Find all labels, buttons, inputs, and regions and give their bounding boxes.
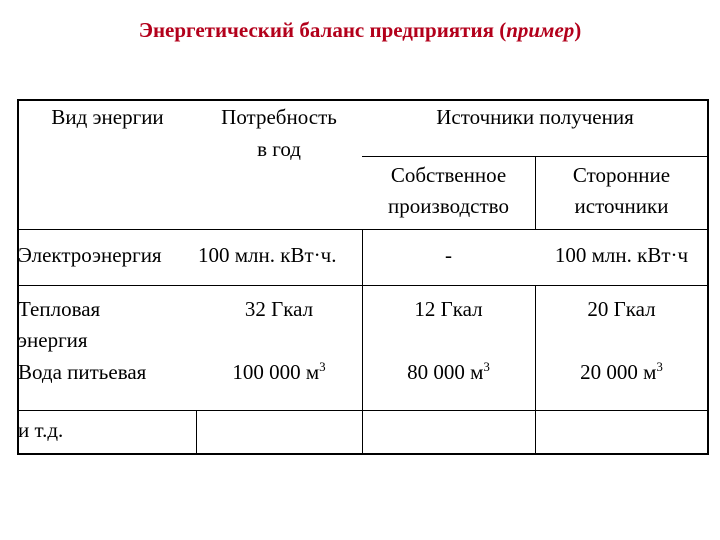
header-sources: Источники получения — [436, 105, 634, 129]
row-water-external — [535, 357, 708, 388]
table-border-right — [707, 99, 709, 455]
header-own-line2: производство — [388, 194, 509, 218]
header-own-line1: Собственное — [390, 163, 507, 187]
unit-exponent: 3 — [319, 359, 326, 374]
row-water-demand-value: 100 000 м — [232, 360, 320, 384]
row-heat-external: 20 Гкал — [587, 297, 656, 321]
row-water-demand — [196, 357, 362, 388]
row-water-own-value: 80 000 м — [407, 360, 484, 384]
row-heat-type-line1: Тепловая — [18, 297, 101, 321]
table-rule-row3-bottom — [17, 410, 709, 411]
unit-exponent: 3 — [483, 359, 490, 374]
row-electricity-type: Электроэнергия — [18, 243, 162, 267]
header-demand-line2: в год — [257, 137, 301, 161]
row-electricity-demand: 100 млн. кВт·ч. — [198, 243, 337, 267]
row-heat-demand: 32 Гкал — [244, 297, 314, 321]
row-heat-type-line2: энергия — [18, 328, 88, 352]
row-etc-type: и т.д. — [18, 418, 64, 442]
header-external-line1: Сторонние — [572, 163, 671, 187]
title-emphasis: пример — [506, 18, 575, 42]
table-border-top — [17, 99, 709, 101]
table-rule-row1-bottom — [17, 285, 709, 286]
title-prefix: Энергетический баланс предприятия ( — [138, 18, 507, 42]
table-border-left — [17, 99, 19, 455]
table-rule-col1 — [196, 410, 197, 454]
row-heat-own: 12 Гкал — [414, 297, 483, 321]
header-demand-line1: Потребность — [221, 105, 337, 129]
unit-exponent: 3 — [656, 359, 663, 374]
header-external-line2: источники — [574, 194, 669, 218]
table-rule-header-bottom — [17, 229, 709, 230]
row-electricity-own: - — [445, 243, 452, 267]
row-water-own — [362, 357, 535, 388]
title-suffix: ) — [574, 18, 582, 42]
table-border-bottom — [17, 453, 709, 455]
row-water-external-value: 20 000 м — [580, 360, 657, 384]
page-title — [0, 18, 720, 43]
header-energy-type: Вид энергии — [51, 105, 164, 129]
row-water-type: Вода питьевая — [18, 360, 147, 384]
row-electricity-external: 100 млн. кВт·ч — [554, 243, 689, 267]
